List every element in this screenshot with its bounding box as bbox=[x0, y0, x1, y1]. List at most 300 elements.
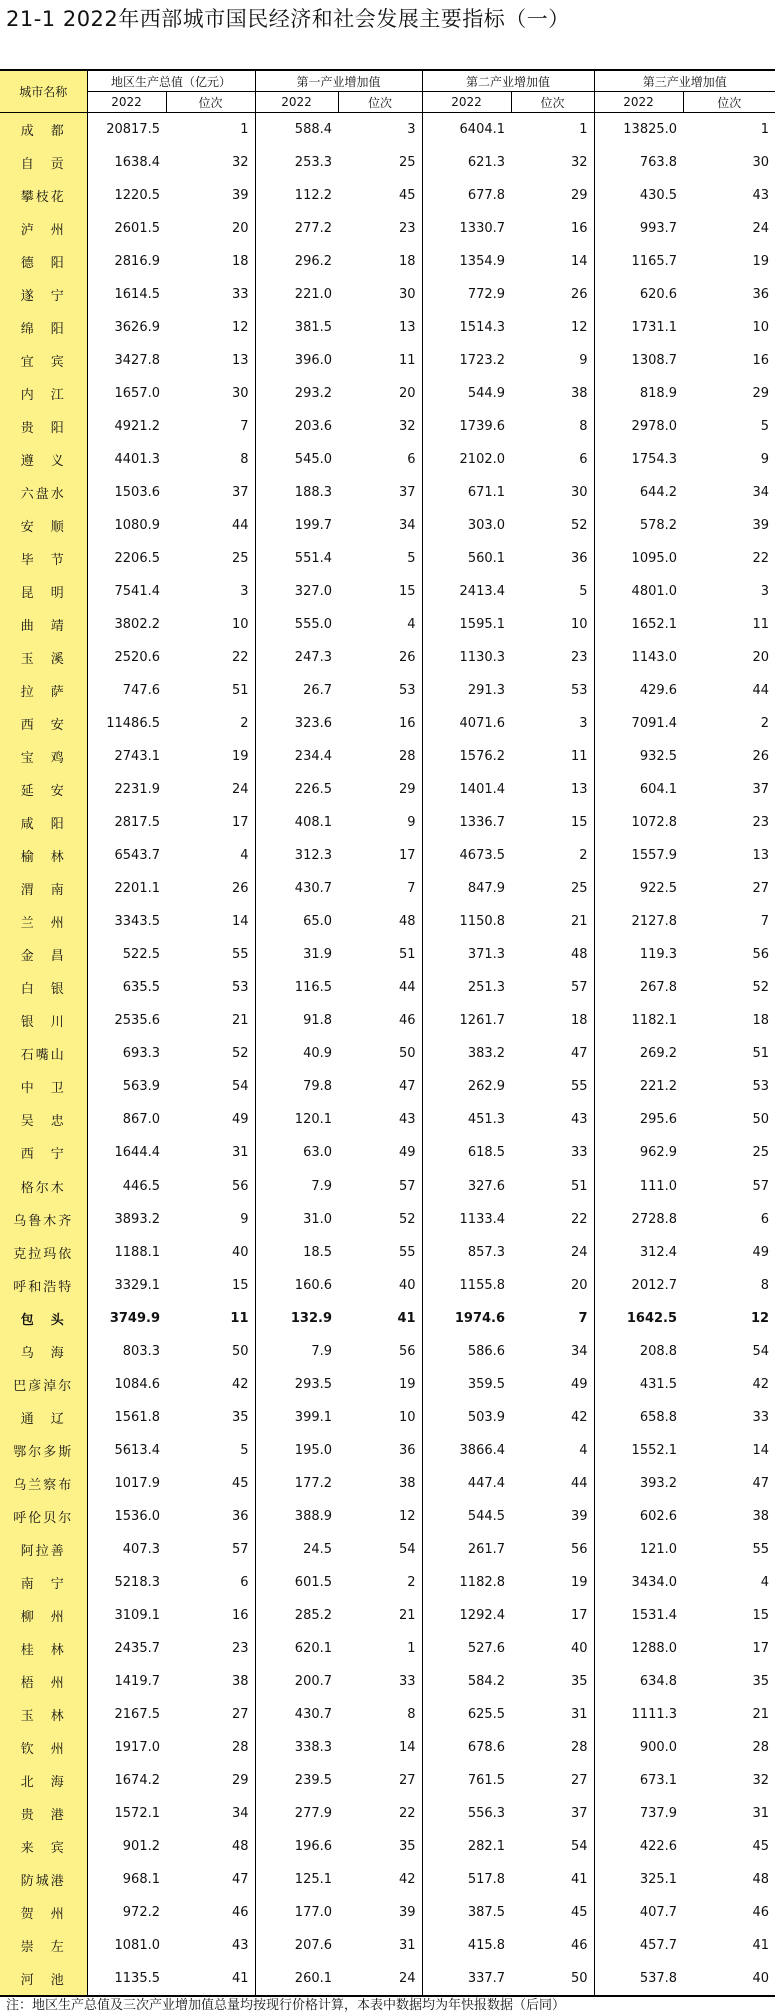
primary-value-cell: 177.0 bbox=[294, 1905, 333, 1921]
primary-value-cell: 312.3 bbox=[294, 848, 333, 864]
secondary-value-cell: 4673.5 bbox=[459, 848, 506, 864]
tertiary-rank-cell: 49 bbox=[752, 1244, 770, 1260]
gdp-value-cell: 446.5 bbox=[122, 1178, 160, 1194]
tertiary-value-cell: 430.5 bbox=[639, 187, 678, 203]
tertiary-rank-cell: 1 bbox=[760, 121, 770, 137]
table-row bbox=[0, 971, 775, 1004]
secondary-rank-cell: 27 bbox=[511, 1764, 594, 1797]
tertiary-rank-cell: 17 bbox=[752, 1640, 770, 1656]
primary-rank-cell: 16 bbox=[338, 707, 422, 740]
secondary-value-cell: 761.5 bbox=[467, 1773, 506, 1789]
gdp-rank-cell: 5 bbox=[166, 1434, 255, 1467]
city-name-cell: 玉 溪 bbox=[0, 641, 87, 674]
table-row bbox=[0, 1368, 775, 1401]
secondary-rank-cell: 15 bbox=[511, 806, 594, 839]
primary-rank-cell: 29 bbox=[338, 773, 422, 806]
gdp-rank-cell: 16 bbox=[166, 1599, 255, 1632]
primary-rank-cell: 31 bbox=[338, 1929, 422, 1962]
primary-rank-cell: 2 bbox=[338, 1566, 422, 1599]
secondary-rank-cell: 45 bbox=[511, 1896, 594, 1929]
city-name-cell: 柳 州 bbox=[0, 1599, 87, 1632]
gdp-value-cell: 1503.6 bbox=[114, 484, 160, 500]
table-row bbox=[0, 575, 775, 608]
gdp-rank-cell: 13 bbox=[166, 344, 255, 377]
tertiary-value-cell: 604.1 bbox=[639, 782, 678, 798]
gdp-value-cell: 635.5 bbox=[122, 980, 160, 996]
tertiary-value-cell: 922.5 bbox=[639, 881, 678, 897]
primary-rank-cell: 37 bbox=[338, 476, 422, 509]
gdp-rank-cell: 35 bbox=[166, 1401, 255, 1434]
gdp-value-cell: 2743.1 bbox=[114, 749, 160, 765]
gdp-rank-cell: 20 bbox=[166, 212, 255, 245]
primary-rank-cell: 14 bbox=[338, 1731, 422, 1764]
gdp-rank-cell: 34 bbox=[166, 1797, 255, 1830]
table-row bbox=[0, 1929, 775, 1962]
primary-value-cell: 91.8 bbox=[303, 1013, 333, 1029]
secondary-value-cell: 1155.8 bbox=[459, 1277, 506, 1293]
tertiary-rank-cell: 4 bbox=[760, 1574, 770, 1590]
primary-value-cell: 408.1 bbox=[294, 815, 333, 831]
table-row bbox=[0, 542, 775, 575]
tertiary-value-cell: 431.5 bbox=[639, 1376, 678, 1392]
tertiary-value-cell: 620.6 bbox=[639, 286, 678, 302]
tertiary-rank-cell: 19 bbox=[752, 253, 770, 269]
primary-value-cell: 65.0 bbox=[303, 914, 333, 930]
table-row bbox=[0, 608, 775, 641]
table-row bbox=[0, 179, 775, 212]
primary-value-cell: 120.1 bbox=[294, 1112, 333, 1128]
secondary-value-cell: 621.3 bbox=[467, 154, 506, 170]
table-row bbox=[0, 806, 775, 839]
secondary-rank-cell: 57 bbox=[511, 971, 594, 1004]
tertiary-rank-cell: 53 bbox=[752, 1079, 770, 1095]
primary-value-cell: 26.7 bbox=[303, 683, 333, 699]
gdp-value-cell: 1614.5 bbox=[114, 286, 160, 302]
primary-rank-cell: 50 bbox=[338, 1037, 422, 1070]
primary-value-cell: 195.0 bbox=[294, 1442, 333, 1458]
gdp-rank-cell: 17 bbox=[166, 806, 255, 839]
secondary-rank-cell: 43 bbox=[511, 1103, 594, 1136]
gdp-value-cell: 3343.5 bbox=[114, 914, 160, 930]
tertiary-rank-cell: 52 bbox=[752, 980, 770, 996]
secondary-value-cell: 586.6 bbox=[467, 1343, 506, 1359]
secondary-value-cell: 1292.4 bbox=[459, 1607, 506, 1623]
gdp-value-cell: 2435.7 bbox=[114, 1640, 160, 1656]
secondary-value-cell: 291.3 bbox=[467, 683, 506, 699]
primary-rank-cell: 44 bbox=[338, 971, 422, 1004]
tertiary-rank-cell: 29 bbox=[752, 385, 770, 401]
city-name-cell: 昆 明 bbox=[0, 575, 87, 608]
table-row bbox=[0, 146, 775, 179]
city-name-cell: 中 卫 bbox=[0, 1070, 87, 1103]
primary-value-cell: 112.2 bbox=[294, 187, 333, 203]
tertiary-rank-cell: 32 bbox=[752, 1773, 770, 1789]
city-name-cell: 泸 州 bbox=[0, 212, 87, 245]
gdp-rank-cell: 3 bbox=[166, 575, 255, 608]
header-primary-rank: 位次 bbox=[338, 92, 422, 113]
secondary-value-cell: 1261.7 bbox=[459, 1013, 506, 1029]
secondary-rank-cell: 10 bbox=[511, 608, 594, 641]
table-row bbox=[0, 1698, 775, 1731]
gdp-value-cell: 2817.5 bbox=[114, 815, 160, 831]
primary-value-cell: 253.3 bbox=[294, 154, 333, 170]
gdp-value-cell: 5613.4 bbox=[114, 1442, 160, 1458]
secondary-rank-cell: 31 bbox=[511, 1698, 594, 1731]
secondary-value-cell: 584.2 bbox=[467, 1673, 506, 1689]
primary-rank-cell: 24 bbox=[338, 1962, 422, 1996]
tertiary-rank-cell: 36 bbox=[752, 286, 770, 302]
primary-value-cell: 388.9 bbox=[294, 1508, 333, 1524]
tertiary-rank-cell: 31 bbox=[752, 1806, 770, 1822]
tertiary-rank-cell: 16 bbox=[752, 352, 770, 368]
gdp-rank-cell: 4 bbox=[166, 839, 255, 872]
city-name-cell: 呼伦贝尔 bbox=[0, 1500, 87, 1533]
gdp-rank-cell: 46 bbox=[166, 1896, 255, 1929]
secondary-rank-cell: 47 bbox=[511, 1037, 594, 1070]
gdp-value-cell: 1080.9 bbox=[114, 517, 160, 533]
primary-rank-cell: 48 bbox=[338, 905, 422, 938]
gdp-value-cell: 4921.2 bbox=[114, 418, 160, 434]
secondary-value-cell: 677.8 bbox=[467, 187, 506, 203]
gdp-value-cell: 1419.7 bbox=[114, 1673, 160, 1689]
primary-value-cell: 24.5 bbox=[303, 1541, 333, 1557]
primary-value-cell: 381.5 bbox=[294, 319, 333, 335]
secondary-rank-cell: 52 bbox=[511, 509, 594, 542]
secondary-value-cell: 1514.3 bbox=[459, 319, 506, 335]
gdp-value-cell: 1084.6 bbox=[114, 1376, 160, 1392]
tertiary-value-cell: 1143.0 bbox=[631, 650, 678, 666]
primary-rank-cell: 20 bbox=[338, 377, 422, 410]
gdp-rank-cell: 53 bbox=[166, 971, 255, 1004]
city-name-cell: 乌 海 bbox=[0, 1335, 87, 1368]
secondary-value-cell: 2413.4 bbox=[459, 583, 506, 599]
city-name-cell: 石嘴山 bbox=[0, 1037, 87, 1070]
secondary-value-cell: 1401.4 bbox=[459, 782, 506, 798]
gdp-value-cell: 20817.5 bbox=[106, 121, 160, 137]
tertiary-rank-cell: 47 bbox=[752, 1475, 770, 1491]
table-row bbox=[0, 1863, 775, 1896]
secondary-rank-cell: 53 bbox=[511, 674, 594, 707]
gdp-value-cell: 5218.3 bbox=[114, 1574, 160, 1590]
gdp-rank-cell: 49 bbox=[166, 1103, 255, 1136]
primary-value-cell: 177.2 bbox=[294, 1475, 333, 1491]
primary-rank-cell: 26 bbox=[338, 641, 422, 674]
tertiary-rank-cell: 46 bbox=[752, 1905, 770, 1921]
tertiary-rank-cell: 3 bbox=[760, 583, 770, 599]
secondary-rank-cell: 8 bbox=[511, 410, 594, 443]
secondary-rank-cell: 12 bbox=[511, 311, 594, 344]
primary-value-cell: 430.7 bbox=[294, 881, 333, 897]
gdp-value-cell: 972.2 bbox=[122, 1905, 160, 1921]
gdp-value-cell: 1135.5 bbox=[114, 1971, 160, 1987]
tertiary-rank-cell: 56 bbox=[752, 947, 770, 963]
secondary-rank-cell: 18 bbox=[511, 1004, 594, 1037]
tertiary-value-cell: 644.2 bbox=[639, 484, 678, 500]
secondary-value-cell: 847.9 bbox=[467, 881, 506, 897]
secondary-rank-cell: 16 bbox=[511, 212, 594, 245]
primary-value-cell: 196.6 bbox=[294, 1839, 333, 1855]
city-name-cell: 来 宾 bbox=[0, 1830, 87, 1863]
tertiary-rank-cell: 23 bbox=[752, 815, 770, 831]
table-row bbox=[0, 707, 775, 740]
secondary-rank-cell: 6 bbox=[511, 443, 594, 476]
tertiary-value-cell: 993.7 bbox=[639, 220, 678, 236]
primary-value-cell: 588.4 bbox=[294, 121, 333, 137]
gdp-rank-cell: 22 bbox=[166, 641, 255, 674]
primary-rank-cell: 40 bbox=[338, 1269, 422, 1302]
primary-value-cell: 327.0 bbox=[294, 583, 333, 599]
primary-rank-cell: 56 bbox=[338, 1335, 422, 1368]
gdp-rank-cell: 45 bbox=[166, 1467, 255, 1500]
primary-value-cell: 31.9 bbox=[303, 947, 333, 963]
secondary-rank-cell: 50 bbox=[511, 1962, 594, 1996]
city-name-cell: 西 宁 bbox=[0, 1136, 87, 1169]
header-tertiary: 第三产业增加值 bbox=[594, 70, 775, 92]
tertiary-value-cell: 208.8 bbox=[639, 1343, 678, 1359]
tertiary-rank-cell: 55 bbox=[752, 1541, 770, 1557]
gdp-rank-cell: 36 bbox=[166, 1500, 255, 1533]
secondary-value-cell: 387.5 bbox=[467, 1905, 506, 1921]
secondary-value-cell: 303.0 bbox=[467, 517, 506, 533]
secondary-value-cell: 6404.1 bbox=[459, 121, 506, 137]
table-row bbox=[0, 1599, 775, 1632]
gdp-rank-cell: 39 bbox=[166, 179, 255, 212]
secondary-rank-cell: 3 bbox=[511, 707, 594, 740]
header-gdp-rank: 位次 bbox=[166, 92, 255, 113]
secondary-value-cell: 359.5 bbox=[467, 1376, 506, 1392]
city-name-cell: 南 宁 bbox=[0, 1566, 87, 1599]
secondary-rank-cell: 22 bbox=[511, 1203, 594, 1236]
secondary-rank-cell: 13 bbox=[511, 773, 594, 806]
secondary-value-cell: 371.3 bbox=[467, 947, 506, 963]
gdp-rank-cell: 18 bbox=[166, 245, 255, 278]
header-primary-year: 2022 bbox=[255, 92, 338, 113]
gdp-value-cell: 522.5 bbox=[122, 947, 160, 963]
table-row bbox=[0, 905, 775, 938]
city-name-cell: 白 银 bbox=[0, 971, 87, 1004]
secondary-value-cell: 4071.6 bbox=[459, 716, 506, 732]
gdp-value-cell: 3427.8 bbox=[114, 352, 160, 368]
secondary-rank-cell: 37 bbox=[511, 1797, 594, 1830]
city-name-cell: 成 都 bbox=[0, 113, 87, 146]
tertiary-value-cell: 737.9 bbox=[639, 1806, 678, 1822]
secondary-value-cell: 1595.1 bbox=[459, 616, 506, 632]
primary-value-cell: 551.4 bbox=[294, 550, 333, 566]
tertiary-value-cell: 2012.7 bbox=[631, 1277, 678, 1293]
header-secondary-year: 2022 bbox=[422, 92, 511, 113]
tertiary-rank-cell: 42 bbox=[752, 1376, 770, 1392]
tertiary-rank-cell: 51 bbox=[752, 1046, 770, 1062]
secondary-value-cell: 447.4 bbox=[467, 1475, 506, 1491]
gdp-rank-cell: 57 bbox=[166, 1533, 255, 1566]
city-name-cell: 西 安 bbox=[0, 707, 87, 740]
primary-value-cell: 323.6 bbox=[294, 716, 333, 732]
table-row bbox=[0, 1797, 775, 1830]
secondary-rank-cell: 55 bbox=[511, 1070, 594, 1103]
primary-rank-cell: 13 bbox=[338, 311, 422, 344]
city-name-cell: 拉 萨 bbox=[0, 674, 87, 707]
table-row bbox=[0, 1335, 775, 1368]
table-row bbox=[0, 938, 775, 971]
secondary-value-cell: 282.1 bbox=[467, 1839, 506, 1855]
city-name-cell: 乌兰察布 bbox=[0, 1467, 87, 1500]
city-name-cell: 绵 阳 bbox=[0, 311, 87, 344]
primary-value-cell: 132.9 bbox=[290, 1310, 333, 1326]
city-name-cell: 宜 宾 bbox=[0, 344, 87, 377]
secondary-rank-cell: 14 bbox=[511, 245, 594, 278]
secondary-rank-cell: 41 bbox=[511, 1863, 594, 1896]
gdp-rank-cell: 25 bbox=[166, 542, 255, 575]
city-name-cell: 安 顺 bbox=[0, 509, 87, 542]
primary-value-cell: 188.3 bbox=[294, 484, 333, 500]
city-name-cell: 遵 义 bbox=[0, 443, 87, 476]
gdp-rank-cell: 48 bbox=[166, 1830, 255, 1863]
primary-rank-cell: 30 bbox=[338, 278, 422, 311]
tertiary-value-cell: 4801.0 bbox=[631, 583, 678, 599]
primary-rank-cell: 19 bbox=[338, 1368, 422, 1401]
header-secondary: 第二产业增加值 bbox=[422, 70, 594, 92]
primary-rank-cell: 8 bbox=[338, 1698, 422, 1731]
secondary-value-cell: 251.3 bbox=[467, 980, 506, 996]
secondary-value-cell: 678.6 bbox=[467, 1740, 506, 1756]
secondary-rank-cell: 26 bbox=[511, 278, 594, 311]
tertiary-value-cell: 393.2 bbox=[639, 1475, 678, 1491]
primary-value-cell: 226.5 bbox=[294, 782, 333, 798]
tertiary-value-cell: 221.2 bbox=[639, 1079, 678, 1095]
primary-rank-cell: 32 bbox=[338, 410, 422, 443]
gdp-value-cell: 2231.9 bbox=[114, 782, 160, 798]
primary-value-cell: 234.4 bbox=[294, 749, 333, 765]
primary-value-cell: 207.6 bbox=[294, 1938, 333, 1954]
gdp-rank-cell: 43 bbox=[166, 1929, 255, 1962]
city-name-cell: 德 阳 bbox=[0, 245, 87, 278]
secondary-rank-cell: 56 bbox=[511, 1533, 594, 1566]
gdp-rank-cell: 29 bbox=[166, 1764, 255, 1797]
table-row bbox=[0, 1896, 775, 1929]
primary-value-cell: 79.8 bbox=[303, 1079, 333, 1095]
city-name-cell: 兰 州 bbox=[0, 905, 87, 938]
primary-value-cell: 221.0 bbox=[294, 286, 333, 302]
tertiary-value-cell: 1652.1 bbox=[631, 616, 678, 632]
gdp-rank-cell: 42 bbox=[166, 1368, 255, 1401]
gdp-rank-cell: 51 bbox=[166, 674, 255, 707]
gdp-rank-cell: 7 bbox=[166, 410, 255, 443]
gdp-rank-cell: 19 bbox=[166, 740, 255, 773]
gdp-rank-cell: 54 bbox=[166, 1070, 255, 1103]
secondary-rank-cell: 19 bbox=[511, 1566, 594, 1599]
gdp-value-cell: 11486.5 bbox=[106, 716, 160, 732]
secondary-value-cell: 3866.4 bbox=[459, 1442, 506, 1458]
gdp-value-cell: 3626.9 bbox=[114, 319, 160, 335]
gdp-rank-cell: 50 bbox=[166, 1335, 255, 1368]
tertiary-value-cell: 429.6 bbox=[639, 683, 678, 699]
gdp-value-cell: 3802.2 bbox=[114, 616, 160, 632]
city-name-cell: 吴 忠 bbox=[0, 1103, 87, 1136]
table-row bbox=[0, 1004, 775, 1037]
city-name-cell: 咸 阳 bbox=[0, 806, 87, 839]
tertiary-rank-cell: 38 bbox=[752, 1508, 770, 1524]
secondary-value-cell: 1354.9 bbox=[459, 253, 506, 269]
primary-value-cell: 239.5 bbox=[294, 1773, 333, 1789]
gdp-rank-cell: 23 bbox=[166, 1632, 255, 1665]
header-city: 城市名称 bbox=[0, 70, 87, 113]
gdp-value-cell: 7541.4 bbox=[114, 583, 160, 599]
tertiary-value-cell: 2978.0 bbox=[631, 418, 678, 434]
primary-value-cell: 545.0 bbox=[294, 451, 333, 467]
tertiary-rank-cell: 57 bbox=[752, 1178, 770, 1194]
tertiary-value-cell: 1557.9 bbox=[631, 848, 678, 864]
tertiary-value-cell: 1111.3 bbox=[631, 1707, 678, 1723]
tertiary-rank-cell: 33 bbox=[752, 1409, 770, 1425]
tertiary-rank-cell: 39 bbox=[752, 517, 770, 533]
table-row bbox=[0, 278, 775, 311]
tertiary-value-cell: 634.8 bbox=[639, 1673, 678, 1689]
secondary-value-cell: 1330.7 bbox=[459, 220, 506, 236]
tertiary-value-cell: 295.6 bbox=[639, 1112, 678, 1128]
primary-value-cell: 277.2 bbox=[294, 220, 333, 236]
table-row bbox=[0, 1434, 775, 1467]
primary-value-cell: 160.6 bbox=[294, 1277, 333, 1293]
tertiary-rank-cell: 12 bbox=[750, 1310, 770, 1326]
gdp-rank-cell: 12 bbox=[166, 311, 255, 344]
tertiary-rank-cell: 26 bbox=[752, 749, 770, 765]
table-row bbox=[0, 740, 775, 773]
gdp-value-cell: 1674.2 bbox=[114, 1773, 160, 1789]
tertiary-value-cell: 1182.1 bbox=[631, 1013, 678, 1029]
primary-rank-cell: 28 bbox=[338, 740, 422, 773]
secondary-rank-cell: 1 bbox=[511, 113, 594, 146]
city-name-cell: 河 池 bbox=[0, 1962, 87, 1996]
primary-rank-cell: 18 bbox=[338, 245, 422, 278]
gdp-rank-cell: 26 bbox=[166, 872, 255, 905]
tertiary-value-cell: 457.7 bbox=[639, 1938, 678, 1954]
table-row bbox=[0, 509, 775, 542]
gdp-value-cell: 563.9 bbox=[122, 1079, 160, 1095]
tertiary-value-cell: 602.6 bbox=[639, 1508, 678, 1524]
primary-rank-cell: 42 bbox=[338, 1863, 422, 1896]
primary-rank-cell: 3 bbox=[338, 113, 422, 146]
city-name-cell: 内 江 bbox=[0, 377, 87, 410]
gdp-value-cell: 6543.7 bbox=[114, 848, 160, 864]
table-row bbox=[0, 377, 775, 410]
tertiary-value-cell: 7091.4 bbox=[631, 716, 678, 732]
primary-rank-cell: 22 bbox=[338, 1797, 422, 1830]
secondary-value-cell: 560.1 bbox=[467, 550, 506, 566]
secondary-value-cell: 1576.2 bbox=[459, 749, 506, 765]
tertiary-value-cell: 1288.0 bbox=[631, 1640, 678, 1656]
tertiary-rank-cell: 45 bbox=[752, 1839, 770, 1855]
secondary-rank-cell: 21 bbox=[511, 905, 594, 938]
primary-rank-cell: 1 bbox=[338, 1632, 422, 1665]
primary-rank-cell: 33 bbox=[338, 1665, 422, 1698]
city-name-cell: 攀枝花 bbox=[0, 179, 87, 212]
primary-value-cell: 277.9 bbox=[294, 1806, 333, 1822]
gdp-rank-cell: 52 bbox=[166, 1037, 255, 1070]
header-tertiary-rank: 位次 bbox=[683, 92, 775, 113]
city-name-cell: 毕 节 bbox=[0, 542, 87, 575]
gdp-value-cell: 3749.9 bbox=[109, 1310, 160, 1326]
gdp-value-cell: 3109.1 bbox=[114, 1607, 160, 1623]
tertiary-value-cell: 312.4 bbox=[639, 1244, 678, 1260]
city-name-cell: 克拉玛依 bbox=[0, 1236, 87, 1269]
gdp-rank-cell: 9 bbox=[166, 1203, 255, 1236]
primary-value-cell: 555.0 bbox=[294, 616, 333, 632]
gdp-rank-cell: 14 bbox=[166, 905, 255, 938]
primary-rank-cell: 41 bbox=[338, 1302, 422, 1335]
primary-value-cell: 396.0 bbox=[294, 352, 333, 368]
primary-rank-cell: 15 bbox=[338, 575, 422, 608]
table-row bbox=[0, 1037, 775, 1070]
